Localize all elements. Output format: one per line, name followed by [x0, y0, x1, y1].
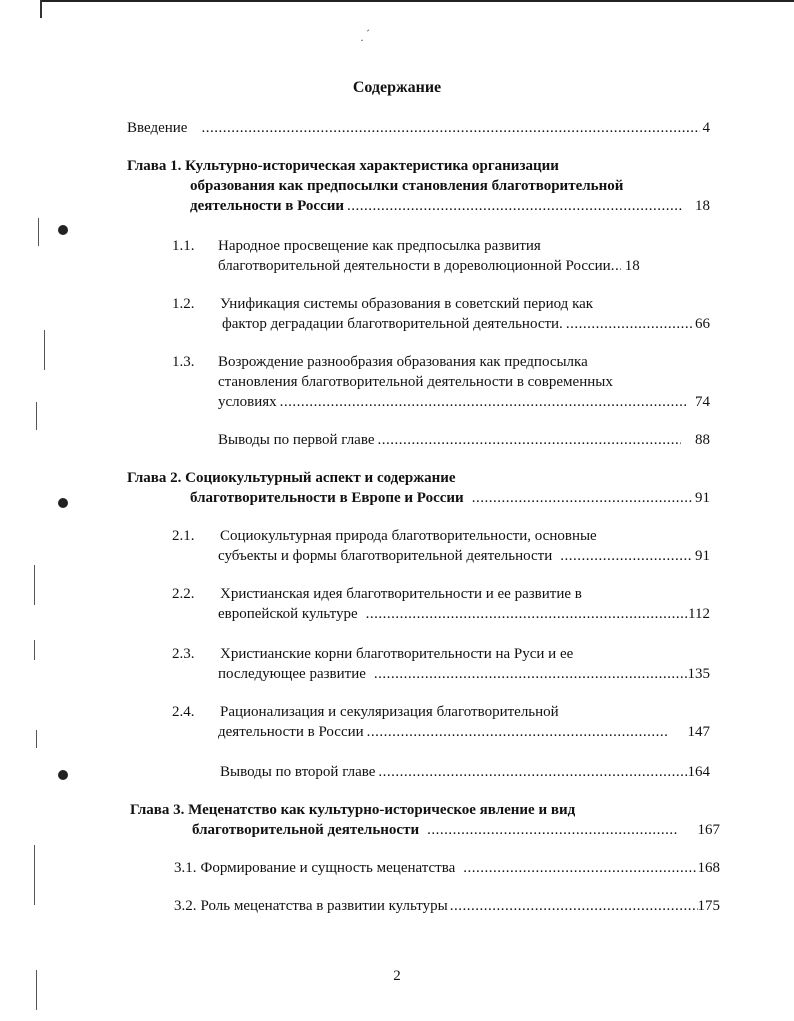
scan-margin-line [34, 640, 35, 660]
toc-page-number: 147 [687, 724, 710, 740]
binder-hole [58, 498, 68, 508]
toc-entry-label: Введение [127, 120, 188, 136]
toc-page-number: 66 [695, 316, 710, 332]
section-title: Христианская идея благотворительности и ее развитие в [220, 586, 582, 602]
chapter-heading-text: благотворительности в Европе и России [190, 490, 464, 506]
scan-margin-line [36, 402, 37, 430]
toc-entry-section [174, 896, 720, 916]
toc-page-number: 91 [695, 548, 710, 564]
binder-hole [58, 770, 68, 780]
section-title-cont: становления благотворительной деятельности в современных [218, 374, 613, 390]
toc-page-number: 168 [697, 860, 720, 876]
section-number: 3.1. [174, 860, 197, 876]
leader-dots [472, 488, 692, 508]
leader-dots [560, 546, 692, 566]
toc-entry-conclusion [218, 430, 710, 450]
section-title-text: европейской культуре [218, 606, 358, 622]
toc-page-number: 135 [687, 666, 710, 682]
chapter-heading-last [192, 820, 720, 840]
leader-dots [463, 858, 697, 878]
toc-page-number: 18 [695, 198, 710, 214]
section-title-text: фактор деградации благотворительной деятельности. [222, 316, 563, 332]
section-title-last [218, 604, 710, 624]
scan-margin-line [36, 730, 37, 748]
section-title-last [218, 546, 710, 566]
section-title: Христианские корни благотворительности на Руси и ее [220, 646, 574, 662]
leader-dots [450, 896, 698, 916]
leader-dots [566, 314, 692, 334]
section-title: Возрождение разнообразия образования как предпосылка [218, 354, 588, 370]
toc-page-number: 74 [695, 394, 710, 410]
section-number: 2.1. [172, 528, 195, 544]
chapter-heading: Глава 3. Меценатство как культурно-историческое явление и вид [130, 802, 576, 818]
section-number: 3.2. [174, 898, 197, 914]
leader-dots [378, 430, 682, 450]
chapter-heading-last [190, 488, 710, 508]
binder-hole [58, 225, 68, 235]
chapter-heading: Глава 2. Социокультурный аспект и содержание [127, 470, 456, 486]
toc-page-number: 164 [687, 764, 710, 780]
toc-entry-label: Выводы по второй главе [220, 764, 376, 780]
leader-dots [374, 664, 688, 684]
section-title-text: Формирование и сущность меценатства [200, 860, 456, 876]
section-number: 2.2. [172, 586, 195, 602]
scan-corner-mark [40, 0, 42, 18]
section-title: Унификация системы образования в советский период как [220, 296, 594, 312]
section-title: Социокультурная природа благотворительности, основные [220, 528, 597, 544]
leader-dots [611, 256, 621, 276]
section-number: 2.3. [172, 646, 195, 662]
section-title-text: условиях [218, 394, 277, 410]
toc-page-number: 175 [697, 898, 720, 914]
section-title-text: Роль меценатства в развитии культуры [200, 898, 448, 914]
section-number: 1.2. [172, 296, 195, 312]
leader-dots [280, 392, 686, 412]
leader-dots [201, 118, 699, 138]
section-title-last [218, 722, 710, 742]
page-number: 2 [393, 968, 401, 984]
scan-top-border [40, 0, 794, 7]
chapter-heading-cont: образования как предпосылки становления благотворительной [190, 178, 624, 194]
scan-speck: ´ [366, 27, 370, 41]
leader-dots [378, 762, 687, 782]
leader-dots [366, 604, 688, 624]
section-number: 1.3. [172, 354, 195, 370]
toc-entry-intro [127, 118, 710, 138]
chapter-heading-last [190, 196, 710, 216]
toc-page-number: 167 [697, 822, 720, 838]
section-title-last [218, 664, 710, 684]
section-title-last [222, 314, 710, 334]
toc-entry-label: Выводы по первой главе [218, 432, 375, 448]
toc-page-number: 4 [702, 120, 710, 136]
section-number: 1.1. [172, 238, 195, 254]
section-title-text: последующее развитие [218, 666, 366, 682]
scan-speck: · [360, 33, 364, 47]
chapter-heading-text: благотворительной деятельности [192, 822, 420, 838]
section-title: Рационализация и секуляризация благотворительной [220, 704, 559, 720]
section-title-text: благотворительной деятельности в дореволюционной России [218, 258, 611, 274]
section-number: 2.4. [172, 704, 195, 720]
toc-title: Содержание [352, 79, 442, 96]
section-title-last [218, 256, 710, 276]
toc-entry-section [174, 858, 720, 878]
chapter-heading-text: деятельности в России [190, 198, 345, 214]
scan-margin-line [34, 845, 35, 905]
section-title-text: субъекты и формы благотворительной деятельности [218, 548, 553, 564]
toc-page-number: 112 [688, 606, 710, 622]
leader-dots [367, 722, 668, 742]
scan-margin-line [38, 218, 39, 246]
leader-dots [347, 196, 682, 216]
section-title-last [218, 392, 710, 412]
section-title: Народное просвещение как предпосылка развития [218, 238, 541, 254]
toc-page-number: 18 [624, 258, 640, 274]
leader-dots [427, 820, 677, 840]
toc-entry-conclusion [220, 762, 710, 782]
toc-page-number: 88 [695, 432, 710, 448]
scan-margin-line [34, 565, 35, 605]
scan-margin-line [44, 330, 45, 370]
section-title-text: деятельности в России [218, 724, 364, 740]
toc-page-number: 91 [695, 490, 710, 506]
chapter-heading: Глава 1. Культурно-историческая характеристика организации [127, 158, 559, 174]
